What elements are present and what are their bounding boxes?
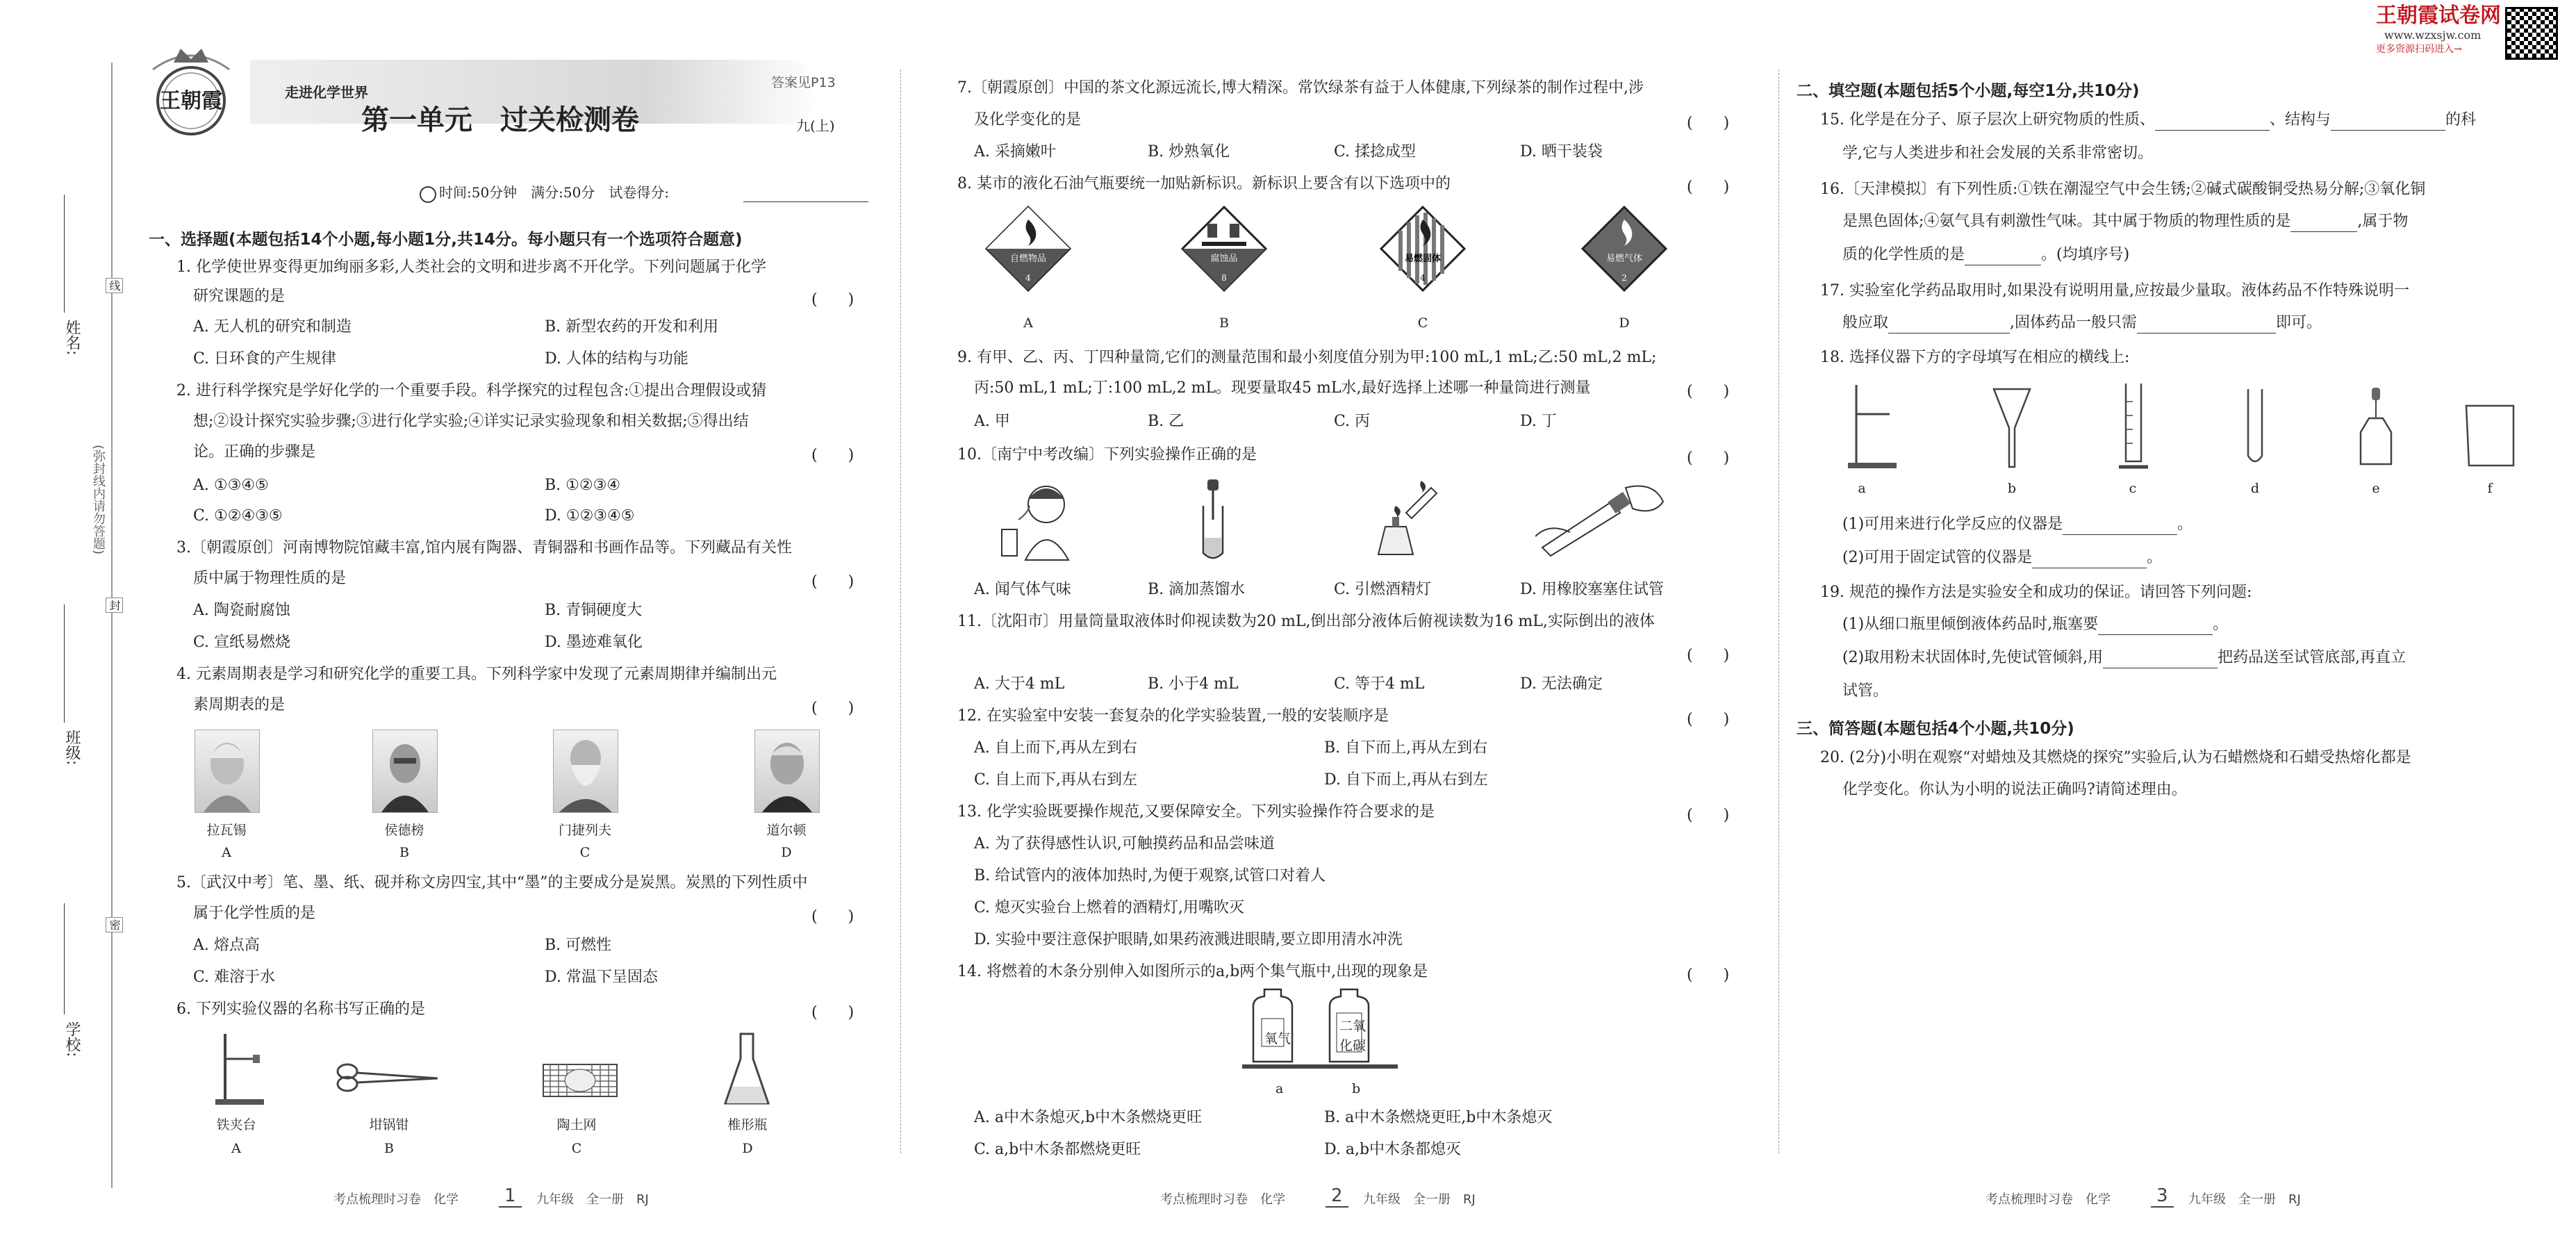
clock-icon [420, 186, 436, 203]
q18-letter[interactable]: c [2129, 481, 2137, 496]
footer-right: 九年级 全一册 RJ [2188, 1192, 2301, 1207]
q3-option-a[interactable]: A. 陶瓷耐腐蚀 [193, 602, 290, 619]
score-blank[interactable] [743, 201, 868, 202]
jar-a-letter: a [1275, 1081, 1284, 1096]
q5-option-c[interactable]: C. 难溶于水 [193, 969, 276, 986]
q6-letter[interactable]: C [571, 1141, 582, 1156]
answer-paren[interactable]: ( ) [811, 573, 854, 591]
q4-letter[interactable]: A [222, 845, 231, 860]
q2-option-a[interactable]: A. ①③④⑤ [193, 477, 269, 494]
q4-line2: 素周期表的是 [193, 696, 286, 714]
sign-label: 腐蚀品 [1210, 254, 1238, 264]
graduated-cylinder-icon[interactable] [2116, 381, 2151, 471]
answer-paren[interactable]: ( ) [1687, 115, 1730, 132]
sign-number: 4 [1025, 273, 1031, 283]
q15-text-1: 15. 化学是在分子、原子层次上研究物质的性质、 [1820, 111, 2155, 129]
q15-line1 [1820, 110, 2476, 131]
q12-option-b[interactable]: B. 自下而上,再从左到右 [1324, 739, 1488, 757]
q16-text-3: 质的化学性质的是 [1842, 246, 1965, 263]
q18-letter[interactable]: d [2250, 481, 2260, 496]
column-divider [900, 69, 901, 1153]
seal-char: 密 [106, 917, 123, 932]
q16-blank-1[interactable] [2290, 216, 2357, 232]
svg-text:王朝霞: 王朝霞 [160, 89, 222, 113]
footer-right: 九年级 全一册 RJ [536, 1192, 649, 1207]
q16-text-1: 是黑色固体;④氨气具有刺激性气味。其中属于物质的物理性质的是 [1842, 213, 2291, 230]
q19-blank-1[interactable] [2098, 619, 2213, 635]
q4-letter[interactable]: B [399, 845, 409, 860]
period: 。 [2213, 616, 2229, 633]
period: 。 [2177, 516, 2193, 533]
q5-option-d[interactable]: D. 常温下呈固态 [545, 969, 658, 986]
q8-line1: 8. 某市的液化石油气瓶要统一加贴新标识。新标识上要含有以下选项中的 [957, 175, 1451, 192]
q18-sub1 [1842, 514, 2193, 535]
q3-option-d[interactable]: D. 墨迹难氧化 [545, 634, 643, 651]
q20-line2: 化学变化。你认为小明的说法正确吗?请简述理由。 [1842, 781, 2187, 798]
portrait-lavoisier-image[interactable] [195, 730, 260, 813]
portrait-hou-debang-image[interactable] [372, 730, 438, 813]
q11-option-b[interactable]: B. 小于4 mL [1148, 675, 1239, 693]
gas-jars-illustration [1237, 987, 1403, 1077]
seal-char: 线 [106, 278, 123, 293]
beaker-icon[interactable] [2463, 403, 2516, 468]
q14-option-c[interactable]: C. a,b中木条都燃烧更旺 [974, 1141, 1141, 1158]
q17-text-3: 即可。 [2276, 314, 2322, 331]
dropper-test-tube-icon[interactable] [1192, 478, 1234, 561]
q16-line3 [1842, 245, 2129, 265]
q19-sub2-end: 试管。 [1842, 682, 1889, 700]
exam-meta: 时间:50分钟 满分:50分 试卷得分: [439, 184, 670, 201]
q17-text-2: ,固体药品一般只需 [2010, 314, 2138, 331]
class-label: 班级: [63, 730, 81, 766]
q10-option-c[interactable]: C. 引燃酒精灯 [1334, 581, 1432, 598]
q1-line1: 1. 化学使世界变得更加绚丽多彩,人类社会的文明和进步离不开化学。下列问题属于化学 [176, 258, 766, 276]
q7-option-a[interactable]: A. 采摘嫩叶 [974, 143, 1056, 160]
q19-sub2-text-2: 把药品送至试管底部,再直立 [2218, 649, 2406, 666]
q9-line1: 9. 有甲、乙、丙、丁四种量筒,它们的测量范围和最小刻度值分别为甲:100 mL,1 mL;乙:50 mL,2 mL; [957, 349, 1657, 366]
smell-gas-illustration-icon[interactable] [998, 478, 1074, 561]
period: 。 [2147, 549, 2163, 566]
iron-stand-icon[interactable] [1841, 381, 1904, 471]
q9-option-a[interactable]: A. 甲 [974, 413, 1010, 430]
q4-name: 门捷列夫 [558, 823, 611, 838]
q3-line2: 质中属于物理性质的是 [193, 570, 347, 587]
q12-option-a[interactable]: A. 自上而下,再从左到右 [974, 739, 1137, 757]
portrait-dalton-image[interactable] [754, 730, 820, 813]
q17-blank-1[interactable] [1888, 318, 2010, 334]
q15-blank-1[interactable] [2155, 115, 2270, 131]
rubber-stopper-icon[interactable] [1535, 481, 1667, 557]
q13-option-a[interactable]: A. 为了获得感性认识,可触摸药品和品尝味道 [974, 835, 1275, 853]
q5-line1: 5.〔武汉中考〕笔、墨、纸、砚并称文房四宝,其中“墨”的主要成分是炭黑。炭黑的下列性质中 [176, 874, 808, 891]
q18-letter[interactable]: b [2007, 481, 2017, 496]
q11-option-d[interactable]: D. 无法确定 [1520, 675, 1603, 693]
sign-label: 易燃固体 [1404, 254, 1442, 264]
section-2-heading: 二、填空题(本题包括5个小题,每空1分,共10分) [1797, 82, 2140, 100]
answer-paren[interactable]: ( ) [811, 291, 854, 308]
iron-stand-icon[interactable] [201, 1031, 271, 1108]
seal-note: (弥封线内请勿答题) [91, 445, 106, 555]
q7-line1: 7.〔朝霞原创〕中国的茶文化源远流长,博大精深。常饮绿茶有益于人体健康,下列绿茶的制作过程中,涉 [957, 79, 1644, 97]
sign-number: 4 [1420, 273, 1426, 283]
q1-option-b[interactable]: B. 新型农药的开发和利用 [545, 318, 719, 336]
brand-slogan: 更多资源扫码进入→ [2376, 44, 2462, 55]
binding-line [111, 63, 113, 1188]
jar-b-label-2: 化碳 [1339, 1038, 1367, 1053]
q7-option-d[interactable]: D. 晒干装袋 [1520, 143, 1603, 160]
q1-option-a[interactable]: A. 无人机的研究和制造 [193, 318, 352, 336]
page-title: 第一单元 过关检测卷 [361, 104, 639, 136]
jar-b-label-1: 二氧 [1339, 1019, 1367, 1034]
answer-paren[interactable]: ( ) [1687, 807, 1730, 824]
brand-url[interactable]: www.wzxsjw.com [2384, 28, 2482, 42]
answer-paren[interactable]: ( ) [1687, 383, 1730, 400]
brand-logo [139, 42, 243, 146]
ceramic-gauze-icon[interactable] [542, 1059, 618, 1101]
answer-ref: 答案见P13 [771, 75, 836, 90]
q17-line1: 17. 实验室化学药品取用时,如果没有说明用量,应按最少量取。液体药品不作特殊说明一 [1820, 282, 2409, 299]
q20-line1: 20. (2分)小明在观察“对蜡烛及其燃烧的探究”实验后,认为石蜡燃烧和石蜡受热熔化都是 [1820, 749, 2411, 766]
page-number: 2 [1326, 1185, 1348, 1208]
q4-name: 道尔顿 [766, 823, 807, 838]
q3-line1: 3.〔朝霞原创〕河南博物院馆藏丰富,馆内展有陶器、青铜器和书画作品等。下列藏品有关性 [176, 539, 792, 557]
q2-option-d[interactable]: D. ①②③④⑤ [545, 507, 635, 525]
footer-left: 考点梳理时习卷 化学 [333, 1192, 459, 1207]
q15-line2: 学,它与人类进步和社会发展的关系非常密切。 [1842, 145, 2153, 162]
q2-option-b[interactable]: B. ①②③④ [545, 477, 621, 494]
q6-line1: 6. 下列实验仪器的名称书写正确的是 [176, 1001, 425, 1018]
q17-text-1: 般应取 [1842, 314, 1889, 331]
q4-letter[interactable]: C [579, 845, 591, 860]
spontaneous-combustion-sign-icon[interactable] [985, 206, 1071, 292]
q8-letter[interactable]: B [1219, 315, 1229, 331]
q6-letter[interactable]: A [231, 1141, 241, 1156]
q2-option-c[interactable]: C. ①②④③⑤ [193, 507, 283, 525]
answer-paren[interactable]: ( ) [811, 700, 854, 717]
q18-sub2 [1842, 548, 2162, 568]
q19-sub1 [1842, 614, 2228, 635]
column-divider [1778, 69, 1779, 1153]
school-label: 学校: [63, 1021, 81, 1057]
grade-label: 九(上) [796, 117, 835, 134]
q16-line1: 16.〔天津模拟〕有下列性质:①铁在潮湿空气中会生锈;②碱式碳酸铜受热易分解;③氧化铜 [1820, 181, 2426, 198]
conical-flask-icon[interactable] [723, 1031, 771, 1108]
q1-option-d[interactable]: D. 人体的结构与功能 [545, 350, 688, 368]
answer-paren[interactable]: ( ) [1687, 711, 1730, 728]
q2-line2: 想;②设计探究实验步骤;③进行化学实验;④详实记录实验现象和相关数据;⑤得出结 [193, 413, 749, 430]
q16-text-4: 。(均填序号) [2041, 246, 2130, 263]
q18-blank-1[interactable] [2063, 519, 2177, 535]
q4-letter[interactable]: D [781, 845, 792, 860]
q6-name: 坩锅钳 [369, 1117, 409, 1133]
page-number: 3 [2151, 1185, 2174, 1208]
subject-tag: 走进化学世界 [285, 84, 368, 101]
q14-option-d[interactable]: D. a,b中木条都熄灭 [1324, 1141, 1462, 1158]
q17-blank-2[interactable] [2137, 318, 2276, 334]
q7-option-b[interactable]: B. 炒熟氧化 [1148, 143, 1230, 160]
class-blank [64, 604, 65, 723]
page-number: 1 [499, 1185, 522, 1208]
q5-option-b[interactable]: B. 可燃性 [545, 937, 612, 954]
q11-option-c[interactable]: C. 等于4 mL [1334, 675, 1425, 693]
q19-sub2 [1842, 648, 2406, 668]
q13-option-d[interactable]: D. 实验中要注意保护眼睛,如果药液溅进眼睛,要立即用清水冲洗 [974, 931, 1403, 948]
q10-line1: 10.〔南宁中考改编〕下列实验操作正确的是 [957, 446, 1257, 463]
q18-sub2-text: (2)可用于固定试管的仪器是 [1842, 549, 2033, 566]
q9-option-b[interactable]: B. 乙 [1148, 413, 1184, 430]
q18-letter[interactable]: a [1858, 481, 1866, 496]
q2-line3: 论。正确的步骤是 [193, 443, 316, 461]
q6-letter[interactable]: B [384, 1141, 394, 1156]
q5-line2: 属于化学性质的是 [193, 905, 316, 922]
jar-b-letter: b [1352, 1081, 1361, 1096]
q16-text-2: ,属于物 [2357, 213, 2409, 230]
q18-letter[interactable]: e [2372, 481, 2380, 496]
q3-option-b[interactable]: B. 青铜硬度大 [545, 602, 643, 619]
q15-text-3: 的科 [2445, 111, 2477, 129]
answer-paren[interactable]: ( ) [1687, 450, 1730, 467]
q7-option-c[interactable]: C. 揉捻成型 [1334, 143, 1417, 160]
q16-blank-2[interactable] [1965, 249, 2041, 265]
q1-line2: 研究课题的是 [193, 288, 286, 305]
q13-line1: 13. 化学实验既要操作规范,又要保障安全。下列实验操作符合要求的是 [957, 803, 1435, 821]
q14-line1: 14. 将燃着的木条分别伸入如图所示的a,b两个集气瓶中,出现的现象是 [957, 963, 1428, 980]
q12-option-d[interactable]: D. 自下而上,再从右到左 [1324, 771, 1488, 789]
seal-char: 封 [106, 598, 123, 613]
q16-line2 [1842, 211, 2408, 232]
q18-line1: 18. 选择仪器下方的字母填写在相应的横线上: [1820, 349, 2130, 366]
q19-sub1-text: (1)从细口瓶里倾倒液体药品时,瓶塞要 [1842, 616, 2099, 633]
jar-a-label: 氧气 [1264, 1031, 1291, 1046]
q10-option-b[interactable]: B. 滴加蒸馏水 [1148, 581, 1246, 598]
dropper-bottle-icon[interactable] [2355, 386, 2397, 470]
q10-option-a[interactable]: A. 闻气体气味 [974, 581, 1071, 598]
q11-line1: 11.〔沈阳市〕用量筒量取液体时仰视读数为20 mL,倒出部分液体后俯视读数为16 mL,实际倒出的液体 [957, 613, 1655, 630]
q8-letter[interactable]: C [1417, 315, 1428, 331]
q8-letter[interactable]: D [1619, 315, 1630, 331]
section-1-heading: 一、选择题(本题包括14个小题,每小题1分,共14分。每小题只有一个选项符合题意) [149, 231, 743, 249]
q18-letter[interactable]: f [2487, 481, 2493, 496]
q6-letter[interactable]: D [742, 1141, 753, 1156]
flammable-gas-sign-icon[interactable] [1581, 206, 1667, 292]
answer-paren[interactable]: ( ) [1687, 647, 1730, 664]
q13-option-b[interactable]: B. 给试管内的液体加热时,为便于观察,试管口对着人 [974, 867, 1326, 884]
footer-left: 考点梳理时习卷 化学 [1985, 1192, 2111, 1207]
answer-paren[interactable]: ( ) [811, 447, 854, 464]
q12-line1: 12. 在实验室中安装一套复杂的化学实验装置,一般的安装顺序是 [957, 707, 1389, 725]
sign-number: 2 [1621, 273, 1627, 283]
q2-line1: 2. 进行科学探究是学好化学的一个重要手段。科学探究的过程包含:①提出合理假设或猜 [176, 382, 767, 400]
q15-blank-2[interactable] [2331, 115, 2445, 131]
q14-option-a[interactable]: A. a中木条熄灭,b中木条燃烧更旺 [974, 1109, 1203, 1126]
q5-option-a[interactable]: A. 熔点高 [193, 937, 260, 954]
q19-sub2-text: (2)取用粉末状固体时,先使试管倾斜,用 [1842, 649, 2104, 666]
q11-option-a[interactable]: A. 大于4 mL [974, 675, 1065, 693]
q3-option-c[interactable]: C. 宣纸易燃烧 [193, 634, 291, 651]
q9-line2: 丙:50 mL,1 mL;丁:100 mL,2 mL。现要量取45 mL水,最好选择上述哪一种量筒进行测量 [974, 379, 1591, 397]
q10-option-d[interactable]: D. 用橡胶塞塞住试管 [1520, 581, 1664, 598]
lamp-lighting-icon[interactable] [1364, 478, 1441, 561]
test-tube-icon[interactable] [2241, 386, 2269, 470]
q13-option-c[interactable]: C. 熄灭实验台上燃着的酒精灯,用嘴吹灭 [974, 899, 1245, 916]
q15-text-2: 、结构与 [2269, 111, 2331, 129]
q18-blank-2[interactable] [2032, 552, 2147, 568]
q6-name: 铁夹台 [216, 1117, 256, 1133]
footer-right: 九年级 全一册 RJ [1363, 1192, 1476, 1207]
q6-name: 椎形瓶 [727, 1117, 768, 1133]
footer-left: 考点梳理时习卷 化学 [1160, 1192, 1285, 1207]
flammable-solid-sign-icon[interactable] [1380, 206, 1466, 292]
q18-sub1-text: (1)可用来进行化学反应的仪器是 [1842, 516, 2063, 533]
q8-letter[interactable]: A [1023, 315, 1033, 331]
q14-option-b[interactable]: B. a中木条燃烧更旺,b中木条熄灭 [1324, 1109, 1553, 1126]
q4-name: 侯德榜 [384, 823, 424, 838]
q19-blank-2[interactable] [2103, 652, 2218, 668]
qr-code-icon[interactable] [2505, 7, 2558, 60]
q9-option-d[interactable]: D. 丁 [1520, 413, 1557, 430]
answer-paren[interactable]: ( ) [1687, 179, 1730, 196]
sign-label: 易燃气体 [1605, 254, 1643, 264]
q1-option-c[interactable]: C. 日环食的产生规律 [193, 350, 337, 368]
portrait-mendeleev-image[interactable] [553, 730, 618, 813]
funnel-icon[interactable] [1991, 386, 2033, 470]
sign-label: 自燃物品 [1009, 254, 1047, 264]
school-blank [64, 903, 65, 1014]
name-label: 姓名: [63, 320, 81, 356]
sign-number: 8 [1221, 273, 1227, 283]
q12-option-c[interactable]: C. 自上而下,再从右到左 [974, 771, 1138, 789]
q9-option-c[interactable]: C. 丙 [1334, 413, 1371, 430]
name-blank [64, 195, 65, 313]
answer-paren[interactable]: ( ) [811, 1004, 854, 1021]
answer-paren[interactable]: ( ) [811, 908, 854, 925]
q19-line1: 19. 规范的操作方法是实验安全和成功的保证。请回答下列问题: [1820, 584, 2252, 601]
section-3-heading: 三、简答题(本题包括4个小题,共10分) [1797, 720, 2074, 738]
brand-name: 王朝霞试卷网 [2376, 3, 2501, 28]
q6-name: 陶土网 [556, 1117, 597, 1133]
crucible-tongs-icon[interactable] [333, 1056, 445, 1098]
answer-paren[interactable]: ( ) [1687, 966, 1730, 984]
q20-answer-area[interactable] [1842, 813, 2523, 1119]
q17-line2 [1842, 313, 2322, 334]
q7-line2: 及化学变化的是 [974, 111, 1082, 129]
q4-name: 拉瓦锡 [206, 823, 247, 838]
corrosive-sign-icon[interactable] [1181, 206, 1267, 292]
q4-line1: 4. 元素周期表是学习和研究化学的重要工具。下列科学家中发现了元素周期律并编制出元 [176, 666, 777, 683]
